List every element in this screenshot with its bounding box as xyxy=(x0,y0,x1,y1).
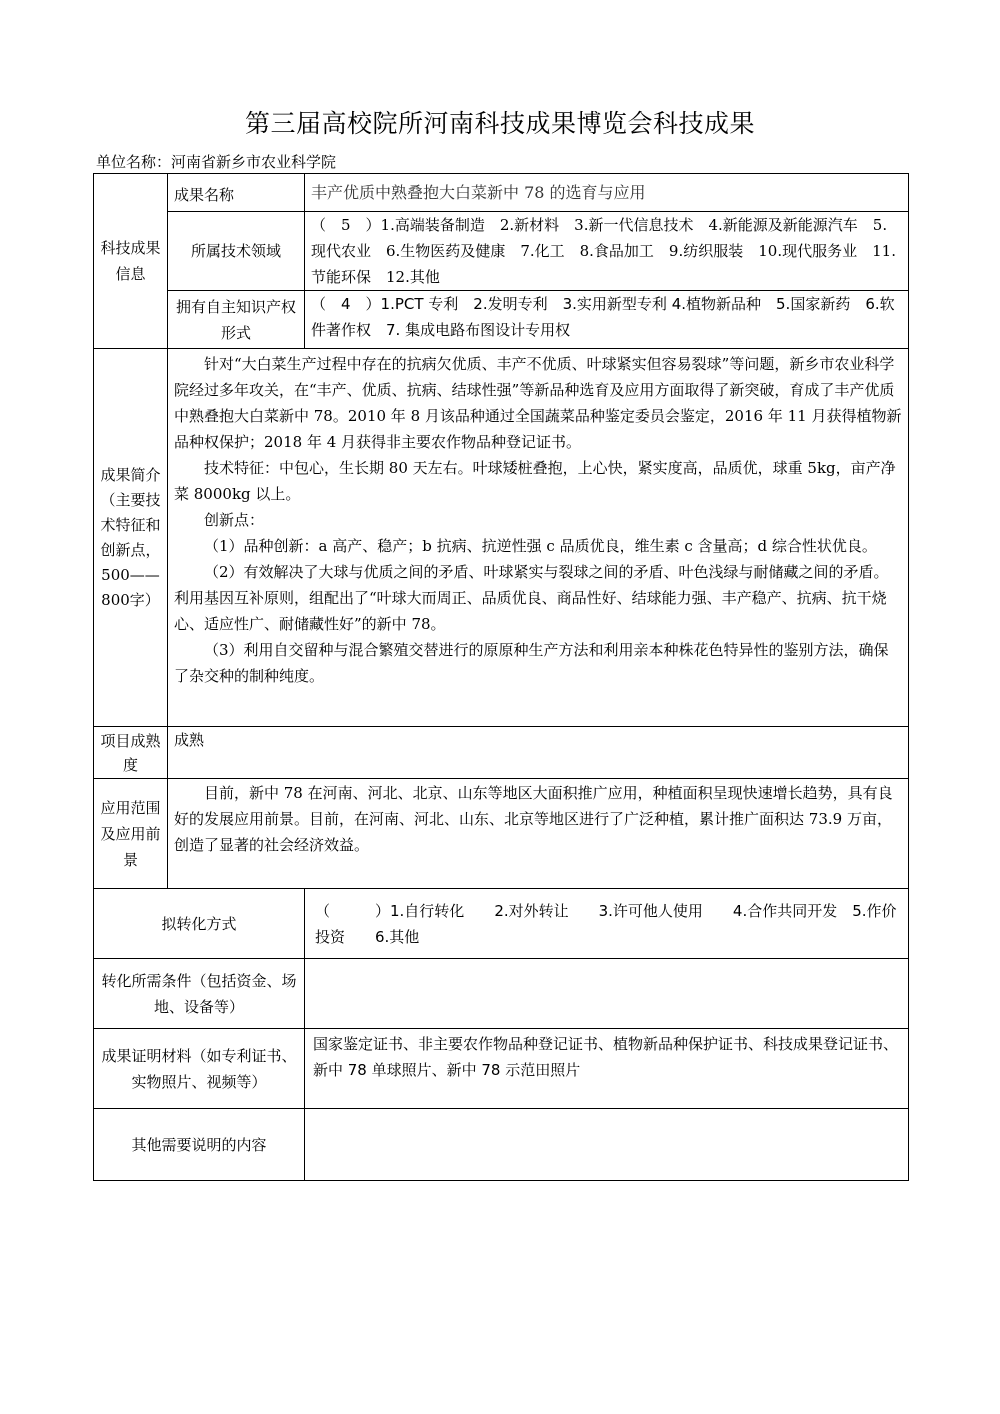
row-application xyxy=(94,779,909,889)
proof-value-text: 国家鉴定证书、非主要农作物品种登记证书、植物新品种保护证书、科技成果登记证书、新中 78 单球照片、新中 78 示范田照片 xyxy=(313,1035,899,1079)
proof-value xyxy=(305,1029,909,1109)
maturity-value-text: 成熟 xyxy=(174,731,205,749)
other-label-text: 其他需要说明的内容 xyxy=(131,1135,267,1154)
intro-label xyxy=(94,349,168,727)
intro-paragraph: （2）有效解决了大球与优质之间的矛盾、叶球紧实与裂球之间的矛盾、叶色浅绿与耐储藏之间的矛盾。利用基因互补原则，组配出了“叶球大而周正、品质优良、商品性好、结球能力强、丰产稳产、抗病、抗干烧心、适应性广、耐储藏性好”的新中 78。 xyxy=(174,563,889,633)
conditions-label xyxy=(94,959,305,1029)
field-value xyxy=(305,212,909,291)
application-value xyxy=(168,779,909,889)
document-title: 第三届高校院所河南科技成果博览会科技成果 xyxy=(244,109,755,138)
row-achievement-name xyxy=(94,174,909,212)
intro-paragraph: （3）利用自交留种与混合繁殖交替进行的原原种生产方法和利用亲本种株花色特异性的鉴别方法，确保了杂交种的制种纯度。 xyxy=(174,641,889,685)
intro-paragraph: 针对“大白菜生产过程中存在的抗病欠优质、丰产不优质、叶球紧实但容易裂球”等问题，新乡市农业科学院经过多年攻关，在“丰产、优质、抗病、结球性强”等新品种选育及应用方面取得了新突破，育成了丰产优质中熟叠抱大白菜新中 78。2010 年 8 月该品种通过全国蔬菜品种鉴定委员会鉴定，2016 年 11 月获得植物新品种权保护；2018 年 4 月获得非主要农作物品种登记证书。 xyxy=(174,355,902,451)
proof-label xyxy=(94,1029,305,1109)
unit-name-line: 单位名称：河南省新乡市农业科学院 xyxy=(96,153,337,171)
ip-value xyxy=(305,291,909,349)
info-group-label-text: 科技成果信息 xyxy=(100,239,161,283)
other-label xyxy=(94,1109,305,1181)
field-label xyxy=(168,212,305,291)
application-label-text: 应用范围及应用前景 xyxy=(100,798,161,869)
intro-paragraph: （1）品种创新：a 高产、稳产；b 抗病、抗逆性强 c 品质优良，维生素 c 含量高；d 综合性状优良。 xyxy=(204,537,877,555)
row-tech-field xyxy=(94,212,909,291)
transfer-label-text: 拟转化方式 xyxy=(161,914,237,933)
info-group-label xyxy=(94,174,168,349)
name-label-text: 成果名称 xyxy=(174,185,235,204)
field-value-text: （ 5 ）1.高端装备制造 2.新材料 3.新一代信息技术 4.新能源及新能源汽车 5.现代农业 6.生物医药及健康 7.化工 8.食品加工 9.纺织服装 10.现代服务业 11.节能环保 12.其他 xyxy=(311,216,896,286)
transfer-value xyxy=(305,889,909,959)
intro-label-text: 成果简介（主要技术特征和创新点，500——800字） xyxy=(100,465,161,609)
name-value-text: 丰产优质中熟叠抱大白菜新中 78 的选育与应用 xyxy=(311,182,646,202)
conditions-value xyxy=(305,959,909,1029)
field-label-text: 所属技术领域 xyxy=(190,242,281,260)
transfer-value-text: （ ）1.自行转化 2.对外转让 3.许可他人使用 4.合作共同开发 5.作价投资 6.其他 xyxy=(315,901,897,946)
row-transfer-method xyxy=(94,889,909,959)
row-other xyxy=(94,1109,909,1181)
ip-label-text: 拥有自主知识产权形式 xyxy=(175,297,296,342)
row-conditions xyxy=(94,959,909,1029)
intro-paragraph: 技术特征：中包心，生长期 80 天左右。叶球矮桩叠抱，上心快，紧实度高，品质优，球重 5kg，亩产净菜 8000kg 以上。 xyxy=(174,459,896,503)
maturity-value xyxy=(168,727,909,779)
intro-paragraph: 创新点： xyxy=(204,511,265,529)
conditions-label-text: 转化所需条件（包括资金、场地、设备等） xyxy=(101,971,297,1016)
maturity-label xyxy=(94,727,168,779)
row-maturity xyxy=(94,727,909,779)
intro-content xyxy=(168,349,909,727)
row-proof xyxy=(94,1029,909,1109)
application-value-text: 目前，新中 78 在河南、河北、北京、山东等地区大面积推广应用，种植面积呈现快速增长趋势，具有良好的发展应用前景。目前，在河南、河北、山东、北京等地区进行了广泛种植，累计推广面积达 73.9 万亩，创造了显著的社会经济效益。 xyxy=(174,784,893,854)
name-value xyxy=(305,174,909,212)
row-intro xyxy=(94,349,909,727)
application-label xyxy=(94,779,168,889)
ip-value-text: （ 4 ）1.PCT 专利 2.发明专利 3.实用新型专利 4.植物新品种 5.国家新药 6.软件著作权 7. 集成电路布图设计专用权 xyxy=(311,295,895,339)
maturity-label-text: 项目成熟度 xyxy=(100,731,161,774)
ip-label xyxy=(168,291,305,349)
transfer-label xyxy=(94,889,305,959)
other-value xyxy=(305,1109,909,1181)
row-ip-form xyxy=(94,291,909,349)
proof-label-text: 成果证明材料（如专利证书、实物照片、视频等） xyxy=(101,1046,297,1091)
name-label xyxy=(168,174,305,212)
achievement-form-table xyxy=(93,173,909,1181)
